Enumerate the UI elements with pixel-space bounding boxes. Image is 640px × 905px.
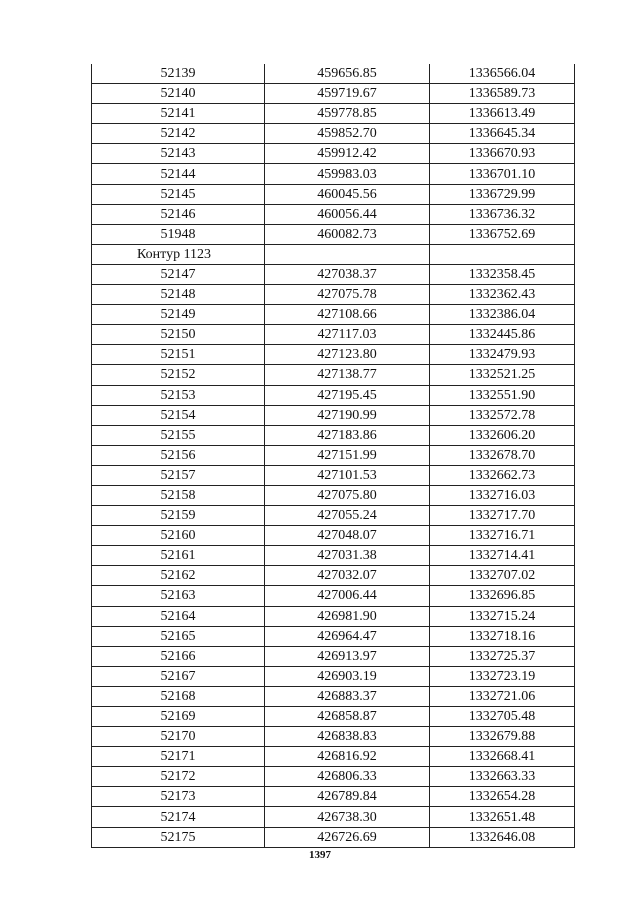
y-coordinate-cell: 1332362.43 xyxy=(430,285,575,305)
y-coordinate-cell: 1332716.03 xyxy=(430,485,575,505)
x-coordinate-cell: 459912.42 xyxy=(265,144,430,164)
x-coordinate-cell: 427048.07 xyxy=(265,526,430,546)
table-row xyxy=(92,184,575,204)
table-row xyxy=(92,646,575,666)
table-row xyxy=(92,385,575,405)
x-coordinate-cell: 427151.99 xyxy=(265,445,430,465)
table-row xyxy=(92,425,575,445)
x-coordinate-cell: 427117.03 xyxy=(265,325,430,345)
y-coordinate-cell: 1332654.28 xyxy=(430,787,575,807)
y-coordinate-cell: 1332479.93 xyxy=(430,345,575,365)
x-coordinate-cell: 426913.97 xyxy=(265,646,430,666)
y-coordinate-cell: 1332707.02 xyxy=(430,566,575,586)
table-row xyxy=(92,566,575,586)
x-coordinate-cell: 427055.24 xyxy=(265,506,430,526)
y-coordinate-cell: 1332723.19 xyxy=(430,666,575,686)
y-coordinate-cell: 1332386.04 xyxy=(430,305,575,325)
point-number-cell: 52155 xyxy=(92,425,265,445)
table-row xyxy=(92,506,575,526)
point-number-cell: 52174 xyxy=(92,807,265,827)
point-number-cell: 52147 xyxy=(92,264,265,284)
y-coordinate-cell: 1332678.70 xyxy=(430,445,575,465)
point-number-cell: 52159 xyxy=(92,506,265,526)
table-row xyxy=(92,264,575,284)
point-number-cell: 52158 xyxy=(92,485,265,505)
point-number-cell: 52168 xyxy=(92,686,265,706)
point-number-cell: 52175 xyxy=(92,827,265,847)
y-coordinate-cell: 1336613.49 xyxy=(430,104,575,124)
table-row xyxy=(92,727,575,747)
y-coordinate-cell: 1332718.16 xyxy=(430,626,575,646)
x-coordinate-cell: 427038.37 xyxy=(265,264,430,284)
point-number-cell: 52146 xyxy=(92,204,265,224)
x-coordinate-cell: 426964.47 xyxy=(265,626,430,646)
x-coordinate-cell: 427006.44 xyxy=(265,586,430,606)
point-number-cell: 52145 xyxy=(92,184,265,204)
empty-cell xyxy=(430,244,575,264)
table-row xyxy=(92,526,575,546)
x-coordinate-cell: 427138.77 xyxy=(265,365,430,385)
y-coordinate-cell: 1332679.88 xyxy=(430,727,575,747)
point-number-cell: 52173 xyxy=(92,787,265,807)
point-number-cell: 52144 xyxy=(92,164,265,184)
x-coordinate-cell: 426858.87 xyxy=(265,707,430,727)
page-number: 1397 xyxy=(309,849,331,861)
point-number-cell: 52161 xyxy=(92,546,265,566)
point-number-cell: 52151 xyxy=(92,345,265,365)
table-row xyxy=(92,465,575,485)
x-coordinate-cell: 459778.85 xyxy=(265,104,430,124)
point-number-cell: 52160 xyxy=(92,526,265,546)
x-coordinate-cell: 426738.30 xyxy=(265,807,430,827)
y-coordinate-cell: 1332721.06 xyxy=(430,686,575,706)
y-coordinate-cell: 1332725.37 xyxy=(430,646,575,666)
table-row xyxy=(92,224,575,244)
point-number-cell: 52169 xyxy=(92,707,265,727)
y-coordinate-cell: 1332717.70 xyxy=(430,506,575,526)
y-coordinate-cell: 1332646.08 xyxy=(430,827,575,847)
x-coordinate-cell: 427032.07 xyxy=(265,566,430,586)
x-coordinate-cell: 460045.56 xyxy=(265,184,430,204)
table-row xyxy=(92,445,575,465)
y-coordinate-cell: 1332521.25 xyxy=(430,365,575,385)
table-row xyxy=(92,485,575,505)
table-row xyxy=(92,285,575,305)
table-row xyxy=(92,546,575,566)
x-coordinate-cell: 459719.67 xyxy=(265,84,430,104)
y-coordinate-cell: 1336736.32 xyxy=(430,204,575,224)
table-row xyxy=(92,104,575,124)
x-coordinate-cell: 426789.84 xyxy=(265,787,430,807)
x-coordinate-cell: 427190.99 xyxy=(265,405,430,425)
x-coordinate-cell: 427101.53 xyxy=(265,465,430,485)
point-number-cell: 52143 xyxy=(92,144,265,164)
empty-cell xyxy=(265,244,430,264)
point-number-cell: 52162 xyxy=(92,566,265,586)
x-coordinate-cell: 426806.33 xyxy=(265,767,430,787)
table-row xyxy=(92,666,575,686)
point-number-cell: 52172 xyxy=(92,767,265,787)
point-number-cell: 51948 xyxy=(92,224,265,244)
point-number-cell: 52163 xyxy=(92,586,265,606)
point-number-cell: 52148 xyxy=(92,285,265,305)
y-coordinate-cell: 1332705.48 xyxy=(430,707,575,727)
table-row xyxy=(92,747,575,767)
table-row xyxy=(92,626,575,646)
y-coordinate-cell: 1332662.73 xyxy=(430,465,575,485)
point-number-cell: 52141 xyxy=(92,104,265,124)
y-coordinate-cell: 1332668.41 xyxy=(430,747,575,767)
point-number-cell: 52139 xyxy=(92,64,265,84)
x-coordinate-cell: 426903.19 xyxy=(265,666,430,686)
x-coordinate-cell: 427183.86 xyxy=(265,425,430,445)
table-row xyxy=(92,305,575,325)
y-coordinate-cell: 1336589.73 xyxy=(430,84,575,104)
point-number-cell: 52170 xyxy=(92,727,265,747)
y-coordinate-cell: 1332358.45 xyxy=(430,264,575,284)
y-coordinate-cell: 1332715.24 xyxy=(430,606,575,626)
point-number-cell: 52165 xyxy=(92,626,265,646)
x-coordinate-cell: 459852.70 xyxy=(265,124,430,144)
point-number-cell: 52149 xyxy=(92,305,265,325)
x-coordinate-cell: 427195.45 xyxy=(265,385,430,405)
table-row xyxy=(92,325,575,345)
point-number-cell: 52157 xyxy=(92,465,265,485)
y-coordinate-cell: 1332606.20 xyxy=(430,425,575,445)
table-row xyxy=(92,767,575,787)
point-number-cell: 52156 xyxy=(92,445,265,465)
table-row xyxy=(92,204,575,224)
x-coordinate-cell: 459656.85 xyxy=(265,64,430,84)
x-coordinate-cell: 426883.37 xyxy=(265,686,430,706)
x-coordinate-cell: 426838.83 xyxy=(265,727,430,747)
point-number-cell: 52153 xyxy=(92,385,265,405)
y-coordinate-cell: 1332663.33 xyxy=(430,767,575,787)
x-coordinate-cell: 427075.80 xyxy=(265,485,430,505)
table-row xyxy=(92,84,575,104)
table-row xyxy=(92,707,575,727)
y-coordinate-cell: 1336670.93 xyxy=(430,144,575,164)
y-coordinate-cell: 1332445.86 xyxy=(430,325,575,345)
table-row xyxy=(92,64,575,84)
table-row xyxy=(92,124,575,144)
x-coordinate-cell: 426816.92 xyxy=(265,747,430,767)
table-row xyxy=(92,365,575,385)
table-row xyxy=(92,164,575,184)
y-coordinate-cell: 1336566.04 xyxy=(430,64,575,84)
y-coordinate-cell: 1336645.34 xyxy=(430,124,575,144)
y-coordinate-cell: 1332551.90 xyxy=(430,385,575,405)
contour-header-row xyxy=(92,244,575,264)
x-coordinate-cell: 427031.38 xyxy=(265,546,430,566)
coordinates-table xyxy=(91,64,575,848)
table-row xyxy=(92,345,575,365)
point-number-cell: 52140 xyxy=(92,84,265,104)
table-row xyxy=(92,405,575,425)
y-coordinate-cell: 1336752.69 xyxy=(430,224,575,244)
table-row xyxy=(92,827,575,847)
y-coordinate-cell: 1336729.99 xyxy=(430,184,575,204)
y-coordinate-cell: 1332714.41 xyxy=(430,546,575,566)
point-number-cell: 52142 xyxy=(92,124,265,144)
x-coordinate-cell: 460056.44 xyxy=(265,204,430,224)
x-coordinate-cell: 426981.90 xyxy=(265,606,430,626)
table-row xyxy=(92,787,575,807)
x-coordinate-cell: 426726.69 xyxy=(265,827,430,847)
point-number-cell: 52164 xyxy=(92,606,265,626)
table-row xyxy=(92,144,575,164)
x-coordinate-cell: 459983.03 xyxy=(265,164,430,184)
point-number-cell: 52171 xyxy=(92,747,265,767)
coordinates-table-body xyxy=(92,64,575,847)
y-coordinate-cell: 1332651.48 xyxy=(430,807,575,827)
point-number-cell: 52166 xyxy=(92,646,265,666)
point-number-cell: 52150 xyxy=(92,325,265,345)
table-row xyxy=(92,686,575,706)
point-number-cell: 52154 xyxy=(92,405,265,425)
table-row xyxy=(92,606,575,626)
y-coordinate-cell: 1332696.85 xyxy=(430,586,575,606)
table-row xyxy=(92,807,575,827)
y-coordinate-cell: 1336701.10 xyxy=(430,164,575,184)
x-coordinate-cell: 427108.66 xyxy=(265,305,430,325)
point-number-cell: 52167 xyxy=(92,666,265,686)
x-coordinate-cell: 460082.73 xyxy=(265,224,430,244)
table-row xyxy=(92,586,575,606)
contour-label: Контур 1123 xyxy=(92,244,265,264)
point-number-cell: 52152 xyxy=(92,365,265,385)
y-coordinate-cell: 1332572.78 xyxy=(430,405,575,425)
x-coordinate-cell: 427123.80 xyxy=(265,345,430,365)
x-coordinate-cell: 427075.78 xyxy=(265,285,430,305)
y-coordinate-cell: 1332716.71 xyxy=(430,526,575,546)
